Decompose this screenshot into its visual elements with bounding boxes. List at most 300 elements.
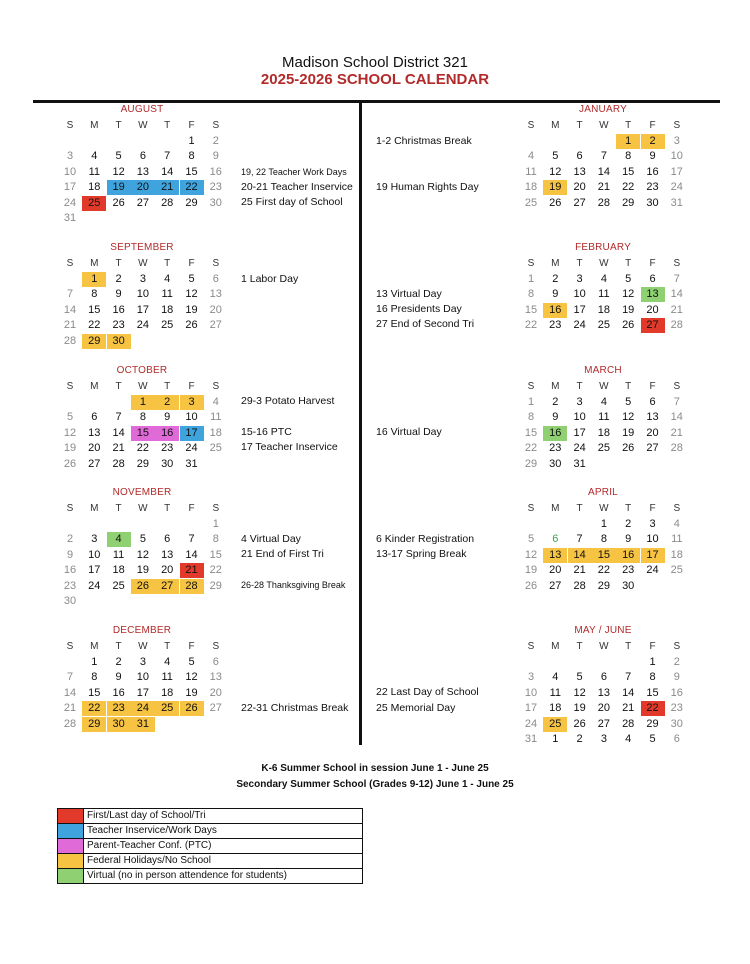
note-memorial-day: 25 Memorial Day [376,702,456,714]
day-cell: 19 [622,303,635,316]
day-cell: 24 [185,442,198,455]
day-cell: 19 [573,702,586,715]
day-cell: 9 [552,411,559,424]
day-cell: 12 [622,411,635,424]
day-cell: 26 [549,196,562,209]
day-cell: 8 [212,533,219,546]
day-cell: 13 [161,548,174,561]
legend [57,808,363,884]
day-cell: 18 [670,548,683,561]
day-cell: 1 [82,272,106,287]
day-cell: 2 [212,135,219,147]
day-cell: 4 [552,671,559,684]
day-cell: 14 [670,411,683,424]
note-virtual-mar: 16 Virtual Day [376,426,442,438]
day-cell: 1 [91,656,98,668]
weekday-label: W [599,120,609,131]
day-cell: 16 [209,165,222,178]
weekday-label: S [673,120,681,131]
day-cell: 20 [209,303,222,316]
day-cell: 11 [671,533,683,546]
weekday-label: F [649,503,656,514]
day-cell: 5 [527,533,535,546]
day-cell: 21 [63,702,77,715]
weekday-label: T [115,120,122,131]
note-christmas-jan: 1-2 Christmas Break [376,135,472,147]
day-cell: 31 [131,717,155,732]
day-cell: 7 [625,671,632,684]
day-cell: 1 [649,656,656,668]
day-cell: 31 [573,457,586,470]
day-cell: 1 [212,518,219,530]
day-cell: 1 [527,396,535,408]
day-cell: 2 [641,134,665,149]
day-cell: 24 [646,564,659,577]
day-cell: 14 [622,686,635,699]
day-cell: 13 [641,287,665,302]
weekday-label: W [599,258,609,269]
weekday-label: M [90,381,99,392]
day-cell: 14 [161,165,174,178]
day-cell: 21 [670,426,683,439]
note-labor-day: 1 Labor Day [241,273,299,285]
day-cell: 20 [161,564,174,577]
weekday-label: M [551,381,560,392]
day-cell: 5 [625,396,632,408]
day-cell: 22 [82,701,106,716]
day-cell: 22 [180,180,204,195]
day-cell: 7 [576,533,583,546]
day-cell: 17 [88,564,101,577]
day-cell: 28 [573,579,586,592]
day-cell: 9 [552,288,559,301]
day-cell: 27 [597,717,611,730]
note-teacher-work-days: 19, 22 Teacher Work Days [241,167,347,177]
weekday-label: S [212,381,220,392]
day-cell: 4 [164,656,171,668]
day-cell: 5 [188,273,195,285]
day-cell: 19 [107,180,131,195]
day-cell: 21 [155,180,179,195]
day-cell: 23 [646,181,659,194]
legend-label: Federal Holidays/No School [87,855,211,866]
day-cell: 4 [212,396,219,408]
note-ptc: 15-16 PTC [241,426,292,438]
weekday-label: T [115,503,122,514]
day-cell: 10 [88,548,101,561]
day-cell: 16 [670,686,683,699]
day-cell: 22 [88,319,101,332]
day-cell: 17 [573,303,586,316]
day-cell: 11 [598,288,610,301]
day-cell: 3 [649,518,656,530]
weekday-label: M [551,120,560,131]
day-cell: 12 [63,426,77,439]
day-cell: 29 [82,717,106,732]
day-cell: 17 [573,426,586,439]
day-cell: 9 [164,411,171,424]
weekday-label: S [212,641,220,652]
day-cell: 30 [646,196,659,209]
day-cell: 1 [131,395,155,410]
weekday-label: S [527,258,535,269]
weekday-label: T [625,258,632,269]
legend-label: Parent-Teacher Conf. (PTC) [87,840,212,851]
day-cell: 25 [82,196,106,211]
note-human-rights-day: 19 Human Rights Day [376,181,479,193]
weekday-label: T [576,120,583,131]
day-cell: 6 [576,150,583,163]
day-cell: 7 [115,411,122,424]
day-cell: 28 [597,196,611,209]
day-cell: 30 [622,579,635,592]
day-cell: 16 [112,686,125,699]
day-cell: 22 [597,564,611,577]
day-cell: 25 [112,579,125,592]
day-cell: 18 [161,303,174,316]
day-cell: 8 [188,150,195,163]
day-cell: 8 [139,411,146,424]
day-cell: 28 [670,319,683,332]
day-cell: 19 [136,564,150,577]
day-cell: 6 [212,273,219,285]
day-cell: 2 [576,733,583,745]
note-spring-break: 13-17 Spring Break [376,548,467,560]
legend-label: First/Last day of School/Tri [87,810,206,821]
day-cell: 1 [616,134,640,149]
day-cell: 27 [573,196,586,209]
day-cell: 24 [88,579,101,592]
weekday-label: F [649,258,656,269]
day-cell: 6 [649,273,656,285]
day-cell: 3 [66,150,74,163]
day-cell: 2 [155,395,179,410]
month-name: NOVEMBER [112,487,172,498]
day-cell: 7 [600,150,607,163]
day-cell: 4 [527,150,535,163]
note-potato-harvest: 29-3 Potato Harvest [241,395,335,407]
day-cell: 9 [115,288,122,301]
day-cell: 19 [63,442,77,455]
month-name: APRIL [588,487,618,498]
day-cell: 16 [616,548,640,563]
weekday-label: F [188,120,195,131]
day-cell: 26 [185,319,198,332]
month-name: SEPTEMBER [110,242,174,253]
note-virtual-nov: 4 Virtual Day [241,533,301,545]
day-cell: 27 [209,702,222,715]
day-cell: 13 [646,411,659,424]
day-cell: 5 [649,733,656,745]
weekday-label: S [66,381,74,392]
note-end-first-tri: 21 End of First Tri [241,548,324,560]
weekday-label: S [527,641,535,652]
note-first-day: 25 First day of School [241,196,343,208]
legend-swatch-blue [58,824,84,838]
day-cell: 25 [597,442,611,455]
day-cell: 23 [63,579,77,592]
day-cell: 15 [88,303,101,316]
day-cell: 18 [524,181,538,194]
legend-swatch-orange [58,854,84,868]
legend-row [58,824,362,839]
day-cell: 1 [527,273,535,285]
day-cell: 31 [670,196,683,209]
weekday-label: T [164,258,171,269]
day-cell: 29 [524,457,538,470]
day-cell: 9 [625,533,632,546]
day-cell: 20 [88,442,101,455]
day-cell: 8 [91,288,98,301]
day-cell: 14 [185,548,198,561]
month-name: JANUARY [579,104,627,115]
day-cell: 30 [670,717,683,730]
day-cell: 21 [112,442,125,455]
weekday-label: M [90,641,99,652]
day-cell: 20 [646,426,659,439]
weekday-label: M [551,258,560,269]
day-cell: 31 [524,733,538,745]
note-teacher-inservice-oct: 17 Teacher Inservice [241,441,338,453]
weekday-label: T [115,641,122,652]
day-cell: 29 [646,717,659,730]
day-cell: 23 [622,564,635,577]
note-presidents-day: 16 Presidents Day [376,303,462,315]
day-cell: 24 [63,196,77,209]
weekday-label: F [188,503,195,514]
day-cell: 14 [670,288,683,301]
day-cell: 1 [600,518,607,530]
day-cell: 30 [161,457,174,470]
day-cell: 10 [646,533,659,546]
legend-swatch-red [58,809,84,823]
summer-school-secondary: Secondary Summer School (Grades 9-12) June 1 - June 25 [236,779,514,790]
legend-row [58,809,362,824]
weekday-label: T [625,120,632,131]
day-cell: 15 [622,165,635,178]
weekday-label: F [649,120,656,131]
weekday-label: W [138,120,148,131]
weekday-label: S [212,120,220,131]
legend-label: Virtual (no in person attendence for students) [87,870,287,881]
day-cell: 30 [549,457,562,470]
day-cell: 25 [524,196,538,209]
day-cell: 5 [66,411,74,424]
day-cell: 26 [180,701,204,716]
day-cell: 29 [622,196,635,209]
weekday-label: S [212,258,220,269]
day-cell: 15 [209,548,222,561]
day-cell: 8 [527,288,535,301]
day-cell: 13 [88,426,101,439]
weekday-label: T [115,381,122,392]
day-cell: 28 [63,717,77,730]
day-cell: 29 [136,457,150,470]
day-cell: 16 [543,303,567,318]
weekday-label: S [66,641,74,652]
day-cell: 19 [622,426,635,439]
day-cell: 2 [552,273,559,285]
weekday-label: S [527,503,535,514]
day-cell: 11 [525,165,537,178]
day-cell: 12 [549,165,562,178]
day-cell: 27 [136,196,150,209]
note-end-second-tri: 27 End of Second Tri [376,318,475,330]
day-cell: 18 [161,686,174,699]
day-cell: 20 [549,564,562,577]
day-cell: 28 [180,579,204,594]
day-cell: 12 [185,288,198,301]
day-cell: 19 [524,564,538,577]
day-cell: 27 [155,579,179,594]
day-cell: 11 [161,288,173,301]
day-cell: 4 [625,733,632,745]
top-divider [33,100,720,103]
weekday-label: M [551,641,560,652]
day-cell: 30 [107,717,131,732]
day-cell: 19 [185,686,198,699]
day-cell: 30 [209,196,222,209]
day-cell: 23 [161,442,174,455]
day-cell: 7 [164,150,171,163]
weekday-label: M [90,503,99,514]
day-cell: 14 [63,686,77,699]
day-cell: 8 [649,671,656,684]
month-name: MARCH [584,365,622,376]
district-name: Madison School District 321 [282,54,468,71]
day-cell: 14 [568,548,592,563]
day-cell: 29 [597,579,611,592]
day-cell: 5 [115,150,122,163]
weekday-label: S [212,503,220,514]
weekday-label: T [164,641,171,652]
weekday-label: S [66,120,74,131]
day-cell: 27 [209,319,222,332]
day-cell: 9 [673,671,680,684]
day-cell: 17 [524,702,538,715]
day-cell: 13 [209,288,222,301]
day-cell: 7 [673,273,680,285]
day-cell: 17 [180,426,204,441]
day-cell: 24 [524,717,538,730]
day-cell: 21 [63,319,77,332]
day-cell: 29 [209,579,222,592]
day-cell: 20 [597,702,611,715]
day-cell: 10 [63,165,77,178]
day-cell: 24 [131,701,155,716]
weekday-label: S [66,258,74,269]
day-cell: 13 [209,671,222,684]
weekday-label: S [673,503,681,514]
day-cell: 20 [209,686,222,699]
day-cell: 19 [543,180,567,195]
day-cell: 7 [66,288,74,301]
day-cell: 13 [543,548,567,563]
day-cell: 23 [549,319,562,332]
day-cell: 18 [209,426,222,439]
weekday-label: W [138,503,148,514]
day-cell: 11 [161,671,173,684]
day-cell: 1 [552,733,559,745]
day-cell: 10 [524,686,538,699]
weekday-label: M [90,258,99,269]
day-cell: 17 [670,165,683,178]
day-cell: 15 [646,686,659,699]
day-cell: 7 [188,533,195,546]
day-cell: 14 [597,165,611,178]
day-cell: 3 [139,273,146,285]
legend-swatch-green [58,869,84,883]
day-cell: 3 [139,656,146,668]
day-cell: 27 [549,579,562,592]
legend-row [58,854,362,869]
weekday-label: F [649,641,656,652]
day-cell: 20 [573,181,586,194]
day-cell: 9 [649,150,656,163]
day-cell: 15 [88,686,101,699]
weekday-label: T [625,641,632,652]
weekday-label: F [188,641,195,652]
day-cell: 28 [112,457,125,470]
day-cell: 6 [600,671,607,684]
day-cell: 3 [576,273,583,285]
day-cell: 5 [139,533,146,546]
weekday-label: S [66,503,74,514]
day-cell: 12 [622,288,635,301]
note-thanksgiving: 26-28 Thanksgiving Break [241,580,346,590]
day-cell: 2 [115,656,122,668]
day-cell: 26 [573,717,586,730]
day-cell: 24 [573,319,586,332]
day-cell: 2 [66,533,74,546]
weekday-label: M [90,120,99,131]
month-name: FEBRUARY [575,242,631,253]
day-cell: 25 [597,319,611,332]
weekday-label: T [576,503,583,514]
day-cell: 21 [597,181,611,194]
day-cell: 12 [524,548,538,561]
day-cell: 30 [63,595,77,607]
day-cell: 23 [107,701,131,716]
day-cell: 21 [573,564,586,577]
day-cell: 14 [112,426,125,439]
day-cell: 6 [164,533,171,546]
note-last-day: 22 Last Day of School [376,686,479,698]
day-cell: 16 [63,564,77,577]
weekday-label: T [164,120,171,131]
day-cell: 11 [598,411,610,424]
legend-row [58,869,362,883]
day-cell: 11 [112,548,125,561]
day-cell: 12 [112,165,125,178]
day-cell: 17 [641,548,665,563]
day-cell: 22 [641,701,665,716]
day-cell: 3 [673,135,680,147]
day-cell: 12 [136,548,150,561]
day-cell: 8 [625,150,632,163]
day-cell: 24 [136,319,150,332]
day-cell: 3 [527,671,535,684]
day-cell: 18 [549,702,562,715]
day-cell: 29 [82,334,106,349]
day-cell: 28 [161,196,174,209]
day-cell: 26 [112,196,125,209]
day-cell: 20 [131,180,155,195]
day-cell: 25 [543,717,567,732]
weekday-label: T [625,381,632,392]
day-cell: 27 [88,457,101,470]
day-cell: 9 [115,671,122,684]
